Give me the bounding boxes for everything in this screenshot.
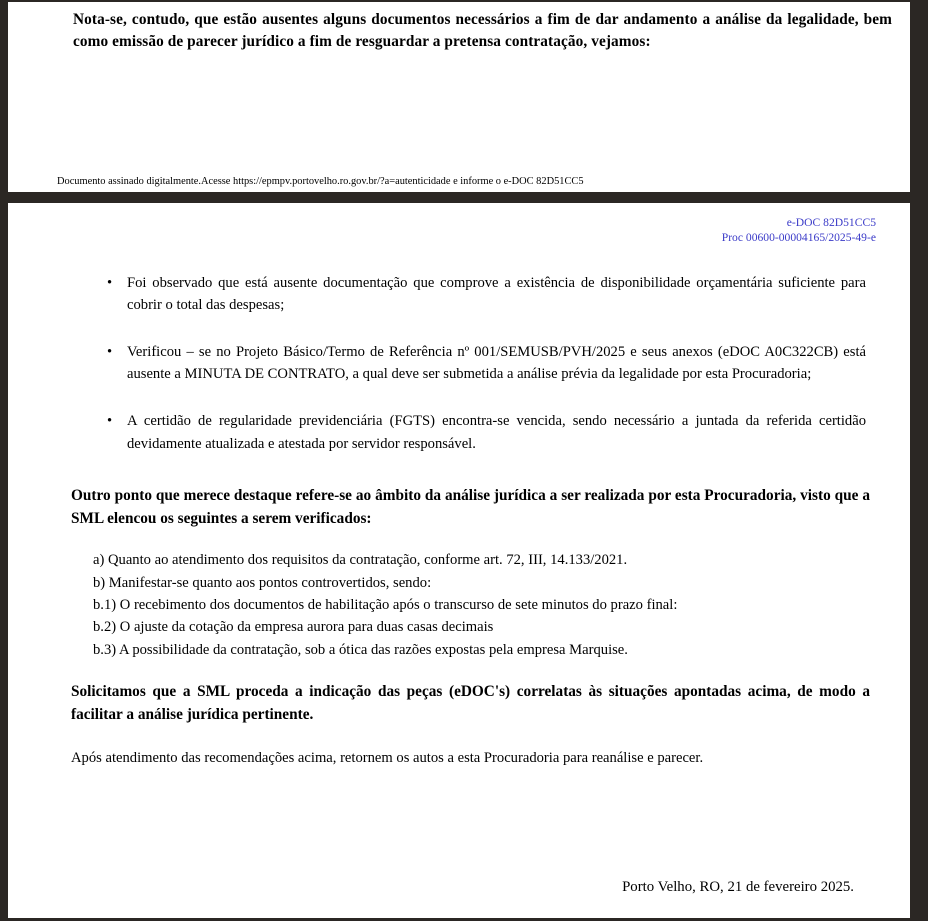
- page-2-body: [8, 203, 910, 918]
- finding-text: Foi observado que está ausente documentação que comprove a existência de disponibilidade orçamentária suficiente para cobrir o total das despesas;: [127, 274, 866, 314]
- list-item: [107, 410, 866, 455]
- list-item: [107, 272, 866, 317]
- spacer: [71, 727, 888, 747]
- page-separator: [0, 192, 928, 203]
- viewer-edge-left: [0, 0, 8, 921]
- spacer: [71, 661, 888, 681]
- document-page-2: [8, 203, 910, 918]
- list-item: b.3) A possibilidade da contratação, sob a ótica das razões expostas pela empresa Marquise.: [93, 641, 628, 658]
- stamp-proc: Proc 00600-00004165/2025-49-e: [721, 230, 876, 244]
- viewer-edge-right: [910, 0, 928, 921]
- lead-paragraph: Nota-se, contudo, que estão ausentes alguns documentos necessários a fim de dar andamento a análise da legalidade, bem como emissão de parecer jurídico a fim de resguardar a pretensa contratação, vejamos:: [73, 11, 892, 51]
- closing-paragraph: Após atendimento das recomendações acima, retornem os autos a esta Procuradoria para reanálise e parecer.: [71, 749, 704, 766]
- list-item: [107, 341, 866, 386]
- finding-text: A certidão de regularidade previdenciária (FGTS) encontra-se vencida, sendo necessário a juntada da referida certidão devidamente atualizada e atestada por servidor responsável.: [127, 413, 866, 452]
- bullet-icon: •: [107, 343, 113, 360]
- bullet-icon: •: [107, 413, 113, 430]
- findings-list: [71, 272, 888, 456]
- spacer: [71, 531, 888, 549]
- lettered-items-list: [71, 549, 888, 661]
- request-paragraph: Solicitamos que a SML proceda a indicação das peças (eDOC's) correlatas às situações apontadas acima, de modo a facilitar a análise jurídica pertinente.: [71, 682, 870, 723]
- bullet-icon: •: [107, 274, 113, 291]
- signature-place-date: Porto Velho, RO, 21 de fevereiro 2025.: [622, 879, 854, 895]
- page-1-body: [8, 2, 918, 54]
- list-item: b.2) O ajuste da cotação da empresa aurora para duas casas decimais: [93, 619, 494, 636]
- spacer: [71, 455, 888, 485]
- viewer-edge-top: [0, 0, 928, 2]
- list-item: a) Quanto ao atendimento dos requisitos da contratação, conforme art. 72, III, 14.133/2021.: [93, 552, 628, 569]
- document-stamp: [71, 216, 888, 246]
- list-item: b) Manifestar-se quanto aos pontos controvertidos, sendo:: [93, 574, 432, 591]
- highlight-paragraph: Outro ponto que merece destaque refere-se ao âmbito da análise jurídica a ser realizada por esta Procuradoria, visto que a SML elencou os seguintes a serem verificados:: [71, 487, 870, 528]
- digital-signature-footer: Documento assinado digitalmente.Acesse https://epmpv.portovelho.ro.gov.br/?a=autenticidade e informe o e-DOC 82D51CC5: [57, 175, 584, 187]
- stamp-edoc: e-DOC 82D51CC5: [786, 216, 876, 229]
- finding-text: Verificou – se no Projeto Básico/Termo de Referência nº 001/SEMUSB/PVH/2025 e seus anexos (eDOC A0C322CB) está ausente a MINUTA DE CONTRATO, a qual deve ser submetida a análise prévia da legalidade por esta Procuradoria;: [127, 343, 866, 383]
- document-page-1: [8, 2, 918, 192]
- list-item: b.1) O recebimento dos documentos de habilitação após o transcurso de sete minutos do prazo final:: [93, 596, 678, 613]
